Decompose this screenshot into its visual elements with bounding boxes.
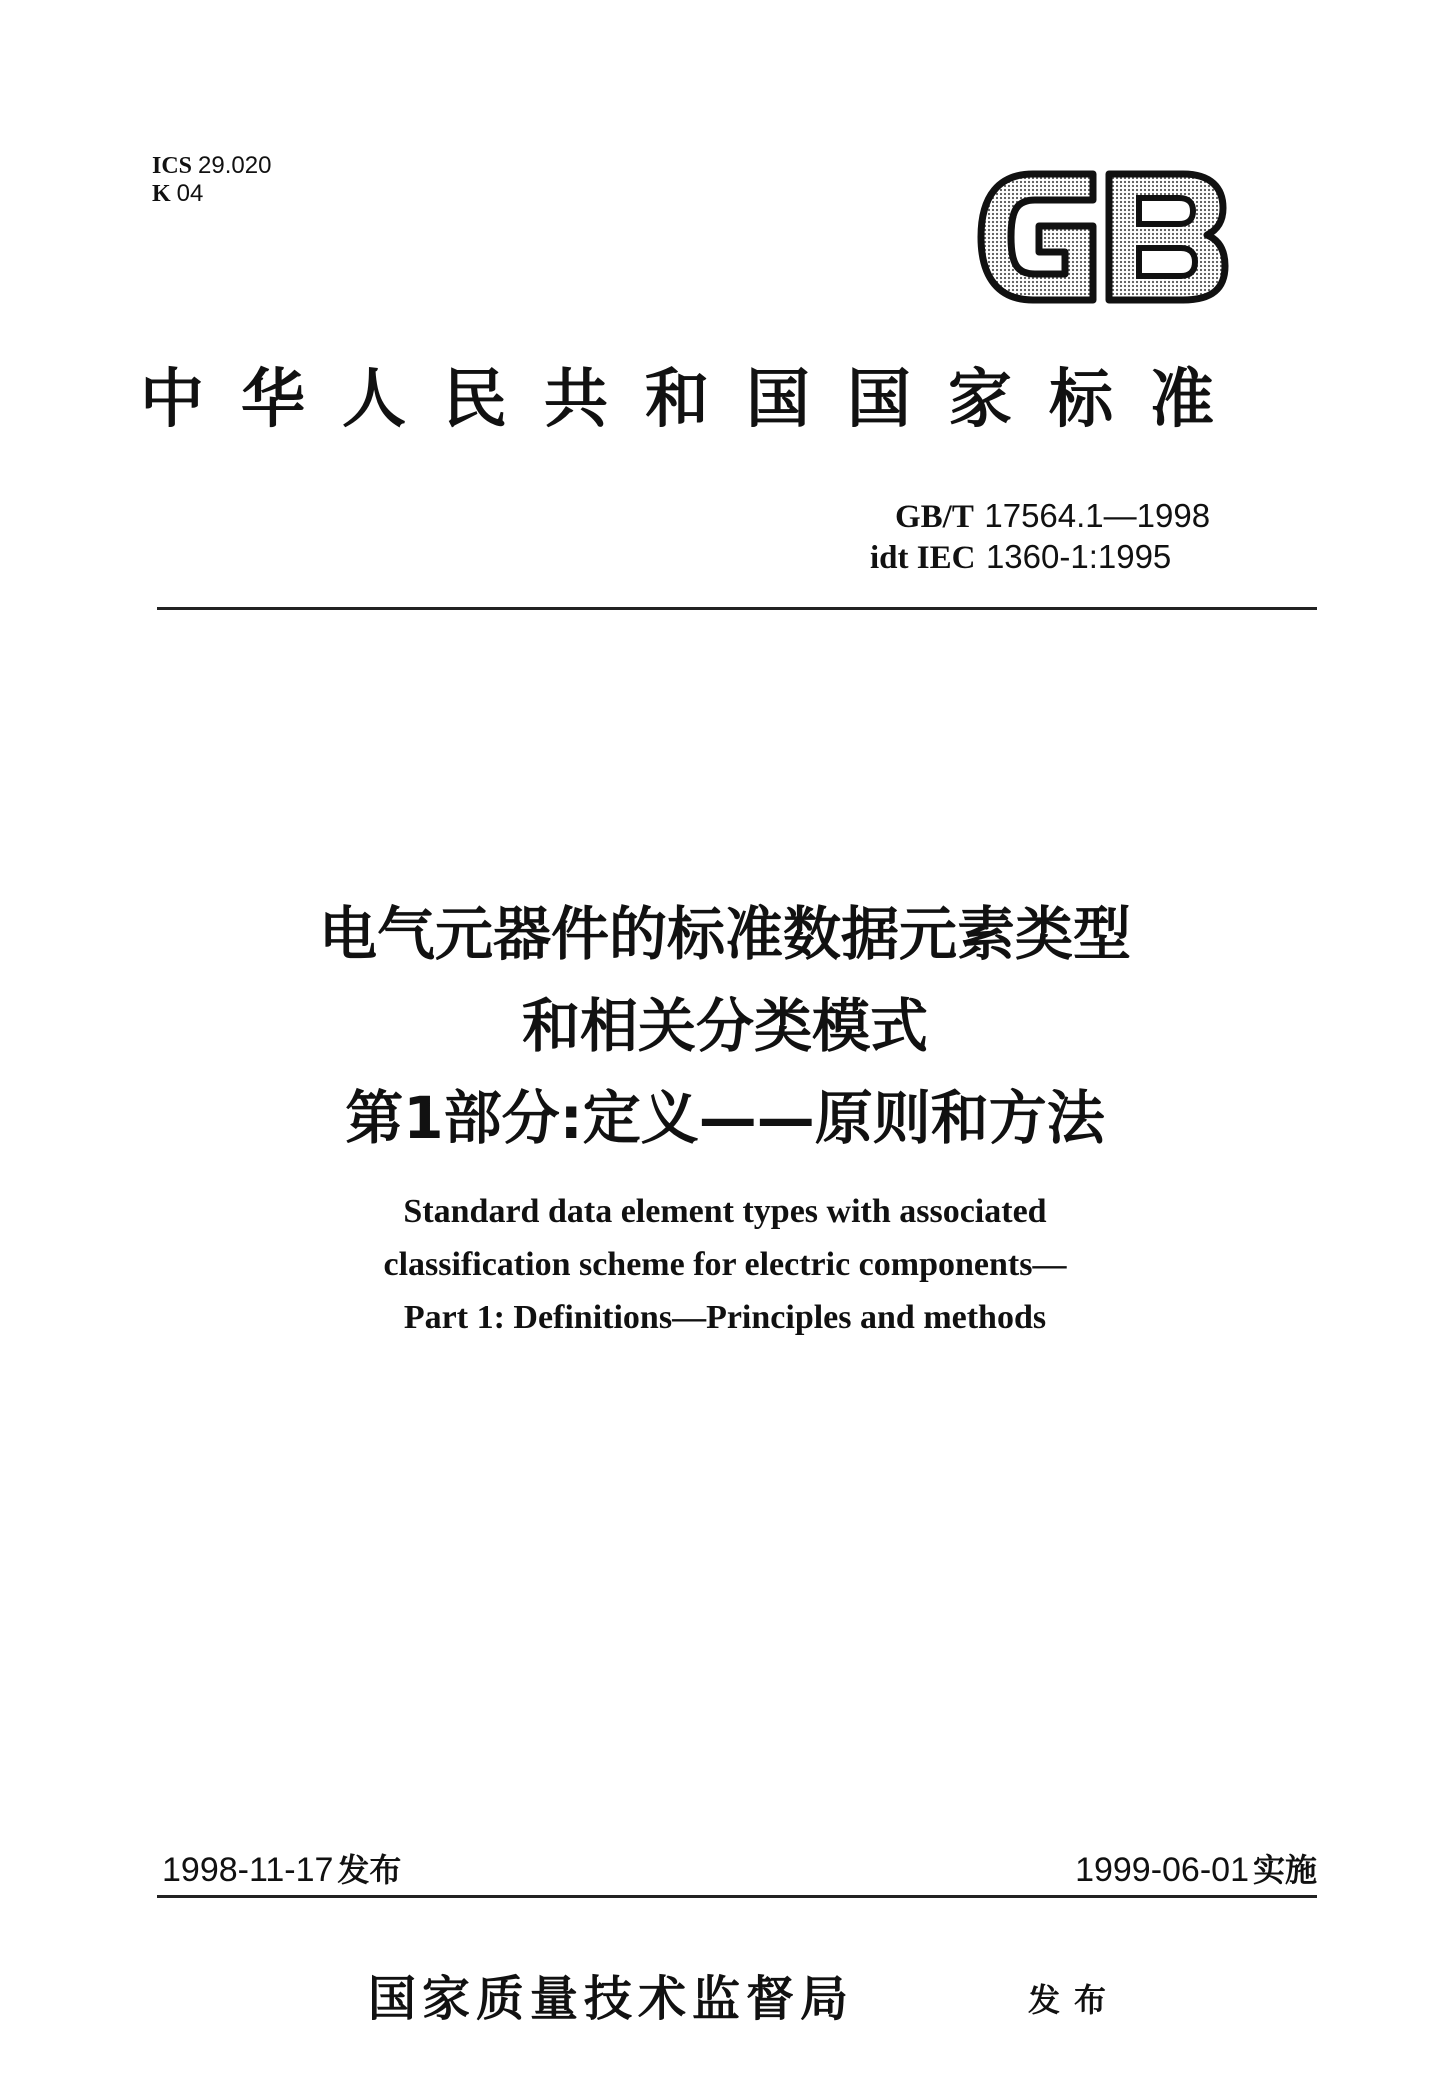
k-code: 04 bbox=[176, 180, 204, 207]
standard-number-prefix: GB/T bbox=[895, 499, 974, 535]
english-title bbox=[0, 1185, 1450, 1344]
effective-date-value: 1999-06-01 bbox=[1075, 1851, 1249, 1889]
idt-line bbox=[870, 537, 1210, 578]
classification-codes bbox=[152, 152, 271, 208]
ics-label: ICS bbox=[152, 153, 193, 179]
publisher-name: 国家质量技术监督局 bbox=[368, 1971, 855, 2027]
k-label: K bbox=[152, 181, 171, 207]
standard-number-block bbox=[870, 496, 1211, 578]
idt-prefix: idt IEC bbox=[870, 540, 976, 576]
chinese-title bbox=[0, 888, 1450, 1164]
dates-row bbox=[157, 1845, 1317, 1891]
gb-logo-letter-g bbox=[981, 174, 1093, 300]
standard-number-line bbox=[895, 496, 1210, 537]
k-line bbox=[152, 180, 271, 208]
english-title-line-1: Standard data element types with associated bbox=[403, 1193, 1047, 1230]
ics-code: 29.020 bbox=[198, 152, 272, 179]
issue-date bbox=[162, 1845, 401, 1891]
ics-line bbox=[152, 152, 271, 180]
chinese-title-line-2: 和相关分类模式 bbox=[521, 992, 928, 1060]
chinese-title-line-1: 电气元器件的标准数据元素类型 bbox=[318, 900, 1131, 968]
effective-date-label: 实施 bbox=[1252, 1851, 1317, 1889]
publisher-action: 发布 bbox=[1028, 1981, 1121, 2019]
effective-date bbox=[1075, 1845, 1317, 1891]
gb-logo-letter-b bbox=[1109, 174, 1225, 300]
chinese-title-line-3: 第1部分:定义——原则和方法 bbox=[345, 1084, 1105, 1152]
gb-logo bbox=[975, 168, 1231, 306]
issue-date-label: 发布 bbox=[337, 1851, 402, 1889]
issue-date-value: 1998-11-17 bbox=[162, 1851, 334, 1889]
bottom-divider bbox=[157, 1895, 1317, 1898]
national-standard-heading: 中华人民共和国国家标准 bbox=[140, 362, 1251, 437]
english-title-line-3: Part 1: Definitions—Principles and methods bbox=[403, 1299, 1047, 1336]
english-title-line-2: classification scheme for electric components— bbox=[383, 1246, 1067, 1283]
idt-number: 1360-1:1995 bbox=[985, 538, 1172, 575]
top-divider bbox=[157, 607, 1317, 610]
standard-number: 17564.1—1998 bbox=[984, 497, 1211, 534]
